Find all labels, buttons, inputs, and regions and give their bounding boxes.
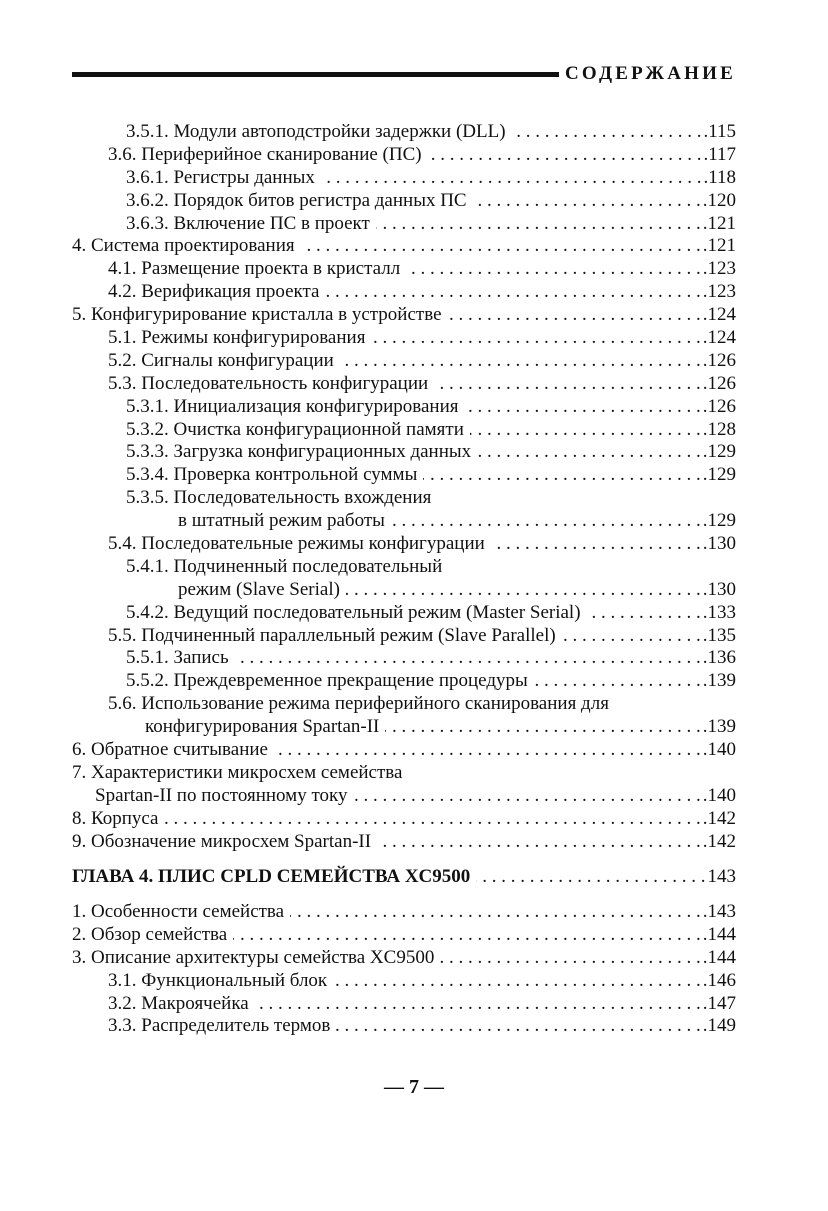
toc-leader-dots — [406, 258, 701, 281]
toc-entry-page: .129 — [702, 441, 736, 463]
toc-entry — [72, 258, 736, 281]
toc-entry — [72, 579, 736, 602]
toc-entry — [72, 625, 736, 648]
toc-leader-dots — [473, 190, 701, 213]
toc-leader-dots — [448, 304, 701, 327]
toc-entry — [72, 670, 736, 693]
toc-entry-title: 3.3. Распределитель термов — [108, 1015, 331, 1037]
toc-leader-dots — [321, 167, 702, 190]
toc-entry-title: режим (Slave Serial) — [178, 578, 340, 600]
toc-entry-title: 5.5.2. Преждевременное прекращение процедуры — [126, 670, 528, 692]
toc-leader-dots — [346, 579, 701, 602]
toc-entry — [72, 762, 736, 785]
toc-entry-page: .135 — [702, 624, 736, 646]
toc-leader-dots — [274, 739, 701, 762]
toc-entry-page: .133 — [702, 601, 736, 623]
toc-entry — [72, 970, 736, 993]
toc-entry-page: .136 — [702, 647, 736, 669]
toc-entry-page: .139 — [702, 670, 736, 692]
toc-entry-page: .130 — [702, 533, 736, 555]
chapter-heading — [72, 866, 736, 889]
toc-entry-title: в штатный режим работы — [178, 510, 385, 532]
toc-entry — [72, 533, 736, 556]
toc-entry — [72, 831, 736, 854]
toc-entry-title: 6. Обратное считывание — [72, 739, 268, 761]
toc-entry-title: 7. Характеристики микросхем семейства — [72, 761, 403, 783]
toc-entry-title: 3.6. Периферийное сканирование (ПС) — [108, 143, 422, 165]
toc-entry — [72, 993, 736, 1016]
toc-entry-page: .142 — [702, 830, 736, 852]
toc-entry-page: .126 — [702, 349, 736, 371]
toc-entry-page: .117 — [703, 143, 736, 165]
toc-leader-dots — [428, 144, 702, 167]
toc-entry — [72, 235, 736, 258]
toc-entry-title: 3.6.1. Регистры данных — [126, 166, 315, 188]
toc-entry-page: .144 — [702, 946, 736, 968]
running-header — [72, 60, 736, 88]
toc-entry-title: 1. Особенности семейства — [72, 901, 285, 922]
toc-entry — [72, 213, 736, 236]
toc-entry — [72, 739, 736, 762]
toc-leader-dots — [340, 350, 701, 373]
toc-entry — [72, 808, 736, 831]
toc-entry-page: .129 — [702, 510, 736, 532]
toc-entry — [72, 487, 736, 510]
toc-entry-page: .143 — [702, 901, 736, 922]
table-of-contents-chapter-4 — [72, 901, 736, 1038]
toc-entry-title: 5.4.2. Ведущий последовательный режим (Master Serial) — [126, 601, 581, 623]
toc-entry — [72, 281, 736, 304]
toc-entry-page: .142 — [702, 807, 736, 829]
toc-entry-page: .115 — [703, 121, 736, 142]
toc-entry-page: .123 — [702, 281, 736, 303]
toc-entry-page: 143 — [707, 866, 736, 887]
toc-entry-title: 3.5.1. Модули автоподстройки задержки (DLL) — [126, 121, 506, 142]
toc-entry-title: 5.5.1. Запись — [126, 647, 229, 669]
toc-entry-page: .128 — [702, 418, 736, 440]
toc-entry-title: 5.3.4. Проверка контрольной суммы — [126, 464, 418, 486]
toc-entry-page: .130 — [702, 578, 736, 600]
toc-entry-page: .140 — [702, 739, 736, 761]
toc-entry-title: 5.2. Сигналы конфигурации — [108, 349, 334, 371]
toc-entry-page: .120 — [702, 189, 736, 211]
toc-entry-title: 3.2. Макроячейка — [108, 992, 249, 1014]
toc-entry-title: 5.3.3. Загрузка конфигурационных данных — [126, 441, 472, 463]
page-number: — 7 — — [384, 1076, 444, 1098]
table-of-contents — [72, 121, 736, 854]
toc-leader-dots — [255, 993, 701, 1016]
toc-entry-page: .129 — [702, 464, 736, 486]
toc-entry — [72, 602, 736, 625]
toc-entry-title: 8. Корпуса — [72, 807, 159, 829]
toc-leader-dots — [465, 396, 701, 419]
toc-entry-title: 3.6.2. Порядок битов регистра данных ПС — [126, 189, 467, 211]
toc-entry — [72, 373, 736, 396]
toc-entry-page: .124 — [702, 327, 736, 349]
toc-leader-dots — [376, 213, 701, 236]
toc-leader-dots — [336, 1015, 700, 1038]
toc-entry — [72, 144, 736, 167]
toc-leader-dots — [423, 464, 700, 487]
toc-entry — [72, 190, 736, 213]
toc-entry-page: .126 — [702, 372, 736, 394]
toc-entry-page: .149 — [702, 1015, 736, 1037]
toc-entry — [72, 304, 736, 327]
toc-entry — [72, 441, 736, 464]
toc-leader-dots — [377, 831, 701, 854]
toc-entry-title: 5.4.1. Подчиненный последовательный — [126, 555, 443, 577]
toc-entry-title: ГЛАВА 4. ПЛИС CPLD СЕМЕЙСТВА XC9500 — [72, 866, 471, 887]
toc-entry — [72, 1015, 736, 1038]
toc-entry — [72, 556, 736, 579]
toc-leader-dots — [440, 947, 700, 970]
toc-entry — [72, 866, 736, 889]
toc-entry — [72, 167, 736, 190]
toc-leader-dots — [290, 901, 701, 924]
toc-leader-dots — [434, 373, 701, 396]
toc-leader-dots — [233, 924, 701, 947]
toc-entry — [72, 785, 736, 808]
toc-entry — [72, 924, 736, 947]
toc-leader-dots — [477, 441, 701, 464]
toc-leader-dots — [353, 785, 700, 808]
toc-entry-title: 5.3.1. Инициализация конфигурирования — [126, 395, 459, 417]
toc-entry — [72, 419, 736, 442]
header-title: СОДЕРЖАНИЕ — [565, 63, 736, 84]
toc-entry-page: .144 — [702, 923, 736, 945]
toc-entry-title: 3.1. Функциональный блок — [108, 969, 328, 991]
toc-entry-title: Spartan-II по постоянному току — [95, 784, 348, 806]
toc-entry-title: 5. Конфигурирование кристалла в устройстве — [72, 304, 442, 326]
toc-leader-dots — [385, 716, 700, 739]
toc-entry-page: .146 — [702, 969, 736, 991]
toc-entry-title: 5.6. Использование режима периферийного сканирования для — [108, 693, 609, 715]
toc-leader-dots — [235, 647, 701, 670]
toc-entry — [72, 716, 736, 739]
toc-entry-title: 9. Обозначение микросхем Spartan-II — [72, 830, 372, 852]
toc-entry-title: 5.5. Подчиненный параллельный режим (Slave Parallel) — [108, 624, 556, 646]
toc-leader-dots — [165, 808, 701, 831]
toc-entry-title: 5.3. Последовательность конфигурации — [108, 372, 429, 394]
toc-entry — [72, 327, 736, 350]
toc-entry-title: 3.6.3. Включение ПС в проект — [126, 212, 370, 234]
toc-leader-dots — [562, 625, 701, 648]
toc-entry-title: 5.3.5. Последовательность вхождения — [126, 487, 432, 509]
toc-entry — [72, 350, 736, 373]
toc-entry-page: .121 — [702, 235, 736, 257]
toc-leader-dots — [534, 670, 701, 693]
toc-leader-dots — [333, 970, 701, 993]
toc-leader-dots — [491, 533, 701, 556]
toc-entry-title: 2. Обзор семейства — [72, 923, 228, 945]
toc-entry-page: .140 — [702, 784, 736, 806]
toc-entry-page: .139 — [702, 716, 736, 738]
toc-entry-title: 5.3.2. Очистка конфигурационной памяти — [126, 418, 464, 440]
toc-entry — [72, 464, 736, 487]
toc-entry — [72, 510, 736, 533]
toc-entry — [72, 647, 736, 670]
toc-entry-title: 4. Система проектирования — [72, 235, 295, 257]
toc-leader-dots — [301, 235, 701, 258]
toc-entry — [72, 693, 736, 716]
toc-entry-page: .124 — [702, 304, 736, 326]
toc-entry-title: 3. Описание архитектуры семейства XC9500 — [72, 946, 435, 968]
toc-entry-page: .121 — [702, 212, 736, 234]
toc-entry — [72, 901, 736, 924]
toc-leader-dots — [476, 866, 705, 889]
toc-leader-dots — [371, 327, 700, 350]
toc-leader-dots — [470, 419, 701, 442]
toc-entry-title: 4.1. Размещение проекта в кристалл — [108, 258, 401, 280]
toc-entry-title: 5.4. Последовательные режимы конфигурации — [108, 533, 485, 555]
toc-entry-page: .118 — [703, 166, 736, 188]
toc-entry-title: конфигурирования Spartan-II — [145, 716, 380, 738]
toc-leader-dots — [391, 510, 701, 533]
toc-entry — [72, 947, 736, 970]
toc-entry — [72, 396, 736, 419]
toc-leader-dots — [512, 121, 702, 144]
header-rule — [72, 72, 559, 77]
toc-entry-title: 4.2. Верификация проекта — [108, 281, 320, 303]
toc-entry — [72, 121, 736, 144]
toc-leader-dots — [326, 281, 701, 304]
toc-entry-page: .123 — [702, 258, 736, 280]
toc-entry-title: 5.1. Режимы конфигурирования — [108, 327, 366, 349]
toc-entry-page: .147 — [702, 992, 736, 1014]
toc-leader-dots — [587, 602, 701, 625]
toc-entry-page: .126 — [702, 395, 736, 417]
